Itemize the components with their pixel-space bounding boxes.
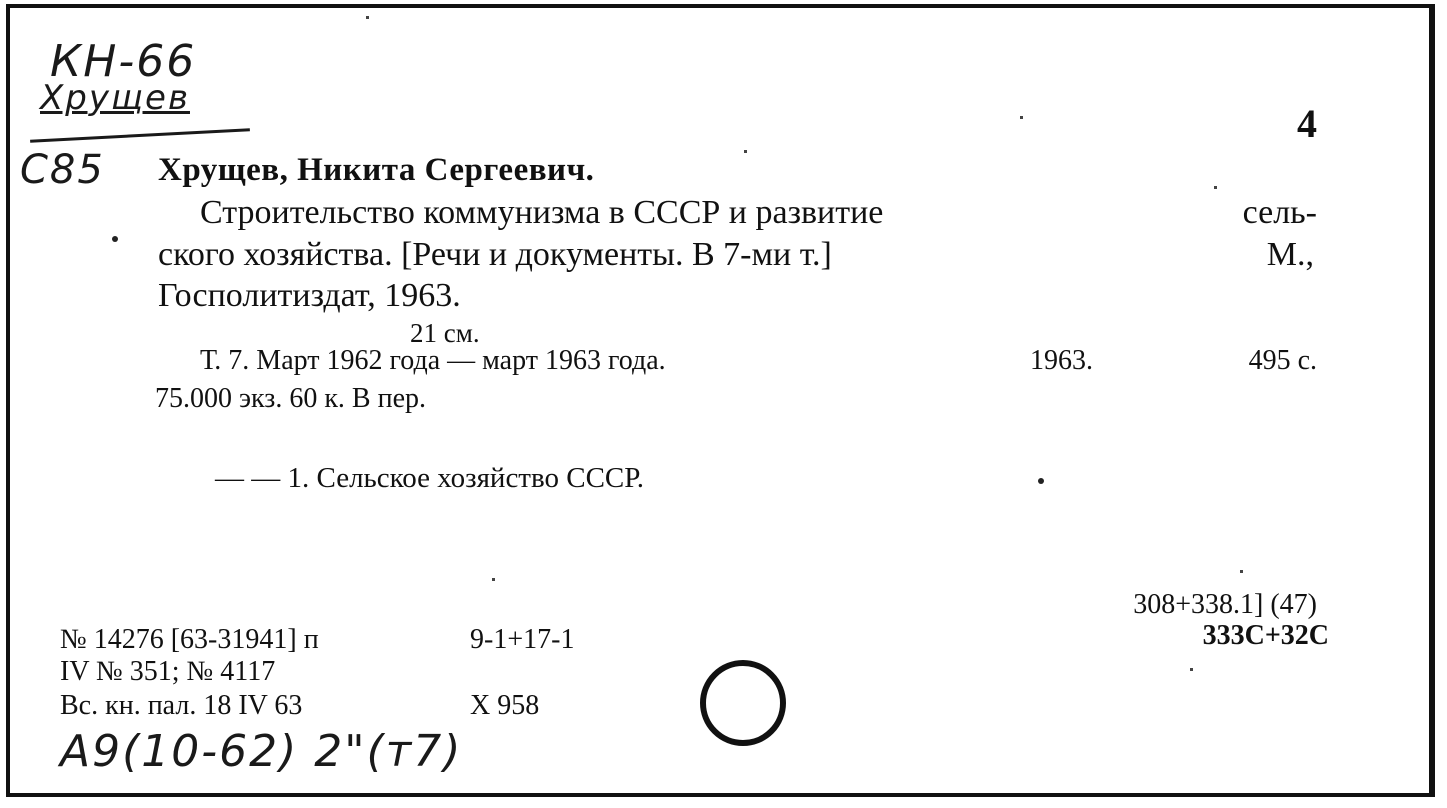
title-line-2-tail: М., bbox=[1266, 236, 1314, 273]
ink-speck bbox=[492, 578, 495, 581]
volume-pages: 495 с. bbox=[1248, 345, 1317, 376]
ink-speck bbox=[1240, 570, 1243, 573]
classification-index-1: 308+338.1] (47) bbox=[1133, 589, 1317, 620]
order-code: 9-1+17-1 bbox=[470, 624, 575, 655]
title-line-2: ского хозяйства. [Речи и документы. В 7-ми т.] bbox=[158, 236, 832, 273]
ink-speck bbox=[366, 16, 369, 19]
volume-description: Т. 7. Март 1962 года — март 1963 года. bbox=[200, 345, 666, 376]
book-chronicle: Вс. кн. пал. 18 IV 63 bbox=[60, 690, 303, 721]
ink-speck bbox=[1020, 116, 1023, 119]
title-line-1-tail: сель- bbox=[1242, 194, 1317, 231]
ink-dot bbox=[112, 236, 118, 242]
handwritten-call-number: КН-66 bbox=[50, 36, 197, 87]
ink-dot bbox=[1038, 478, 1044, 484]
ink-speck bbox=[1214, 186, 1217, 189]
subject-entry: — — 1. Сельское хозяйство СССР. bbox=[215, 462, 645, 494]
card-number: 4 bbox=[1297, 101, 1317, 146]
handwritten-shelf-mark: С85 bbox=[20, 147, 105, 193]
print-code: X 958 bbox=[470, 690, 540, 721]
volume-year: 1963. bbox=[1030, 345, 1093, 376]
handwritten-bottom-note: А9(10-62) 2"(т7) bbox=[60, 726, 463, 777]
classification-index-2: 333С+32С bbox=[1202, 620, 1329, 651]
ink-speck bbox=[744, 150, 747, 153]
ink-speck bbox=[1190, 668, 1193, 671]
book-size: 21 см. bbox=[410, 318, 480, 348]
circle-stamp bbox=[700, 660, 786, 746]
handwritten-author-short: Хрущев bbox=[40, 78, 190, 118]
author-heading: Хрущев, Никита Сергеевич. bbox=[158, 152, 595, 188]
publisher-line: Госполитиздат, 1963. bbox=[158, 277, 461, 314]
registry-number: IV № 351; № 4117 bbox=[60, 656, 276, 687]
print-run: 75.000 экз. 60 к. В пер. bbox=[155, 383, 427, 414]
title-line-1: Строительство коммунизма в СССР и развитие bbox=[200, 194, 884, 231]
record-number: № 14276 [63-31941] п bbox=[60, 624, 319, 655]
